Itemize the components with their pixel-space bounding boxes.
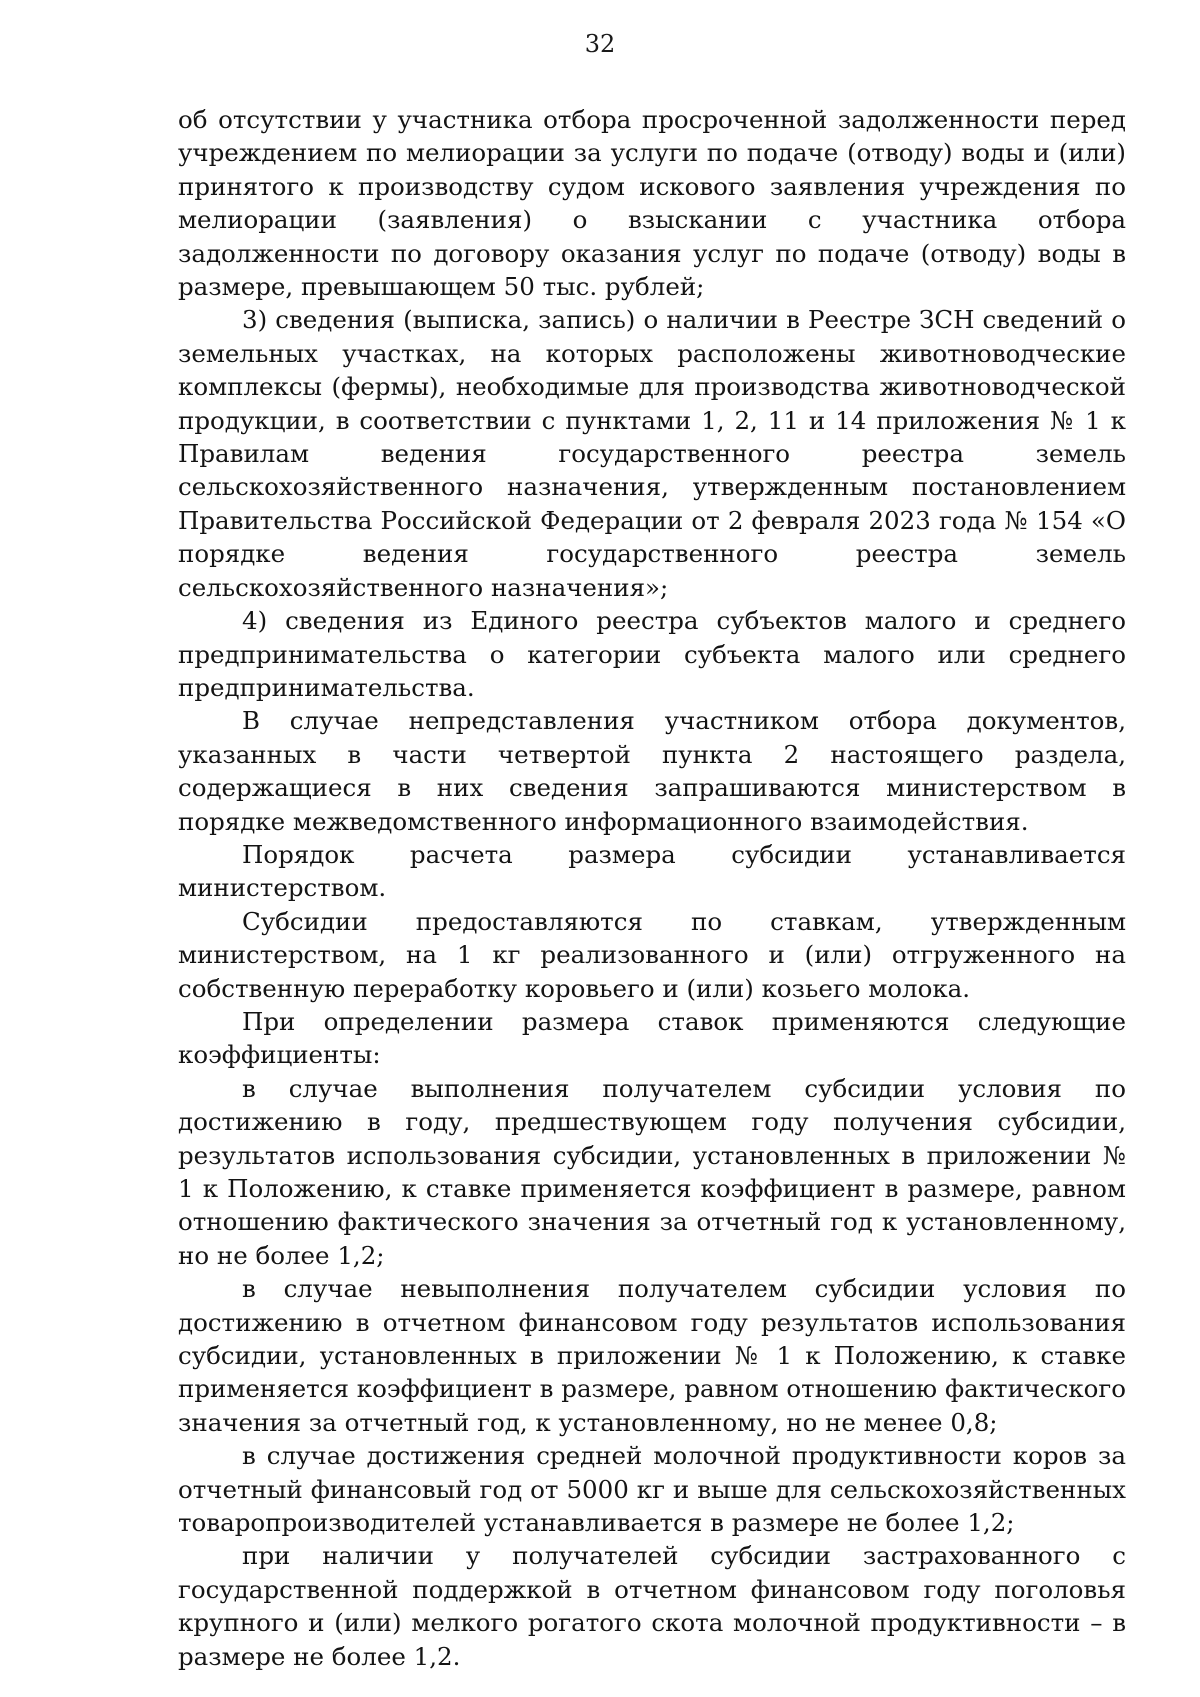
paragraph-coefficient-productivity: в случае достижения средней молочной продуктивности коров за отчетный финансовый год от 5000 кг и выше для сельскохозяйственных товаропроизводителей устанавливается в размере не более 1,2;: [178, 1441, 1126, 1538]
paragraph-coefficient-unfulfilled: в случае невыполнения получателем субсидии условия по достижению в отчетном финансовом году результатов использования субсидии, установленных в приложении № 1 к Положению, к ставке применяется коэффициент в размере, равном отношению фактического значения за отчетный год, к установленному, но не менее 0,8;: [178, 1274, 1126, 1437]
paragraph-continuation: об отсутствии у участника отбора просроченной задолженности перед учреждением по мелиорации за услуги по подаче (отводу) воды и (или) принятого к производству судом искового заявления учреждения по мелиорации (заявления) о взыскании с участника отбора задолженности по договору оказания услуг по подаче (отводу) воды в размере, превышающем 50 тыс. рублей;: [178, 105, 1126, 302]
paragraph-coefficient-fulfilled: в случае выполнения получателем субсидии условия по достижению в году, предшествующем году получения субсидии, результатов использования субсидии, установленных в приложении № 1 к Положению, к ставке применяется коэффициент в размере, равном отношению фактического значения за отчетный год к установленному, но не более 1,2;: [178, 1073, 1126, 1270]
paragraph-coefficients-intro: При определении размера ставок применяются следующие коэффициенты:: [178, 1006, 1126, 1070]
document-body: [178, 103, 1126, 1673]
paragraph-item-4: 4) сведения из Единого реестра субъектов малого и среднего предпринимательства о категории субъекта малого или среднего предпринимательства.: [178, 606, 1126, 702]
paragraph-rates: Субсидии предоставляются по ставкам, утвержденным министерством, на 1 кг реализованного и (или) отгруженного на собственную переработку коровьего и (или) козьего молока.: [178, 906, 1126, 1003]
paragraph-calculation-order: Порядок расчета размера субсидии устанавливается министерством.: [178, 839, 1126, 903]
paragraph-coefficient-insurance: при наличии у получателей субсидии застрахованного с государственной поддержкой в отчетном финансовом году поголовья крупного и (или) мелкого рогатого скота молочной продуктивности – в размере не более 1,2.: [178, 1541, 1126, 1671]
paragraph-nonsubmission: В случае непредставления участником отбора документов, указанных в части четвертой пункта 2 настоящего раздела, содержащиеся в них сведения запрашиваются министерством в порядке межведомственного информационного взаимодействия.: [178, 706, 1126, 836]
page-number: 32: [584, 30, 616, 58]
paragraph-item-3: 3) сведения (выписка, запись) о наличии в Реестре ЗСН сведений о земельных участках, на которых расположены животноводческие комплексы (фермы), необходимые для производства животноводческой продукции, в соответствии с пунктами 1, 2, 11 и 14 приложения № 1 к Правилам ведения государственного реестра земель сельскохозяйственного назначения, утвержденным постановлением Правительства Российской Федерации от 2 февраля 2023 года № 154 «О порядке ведения государственного реестра земель сельскохозяйственного назначения»;: [178, 305, 1126, 602]
